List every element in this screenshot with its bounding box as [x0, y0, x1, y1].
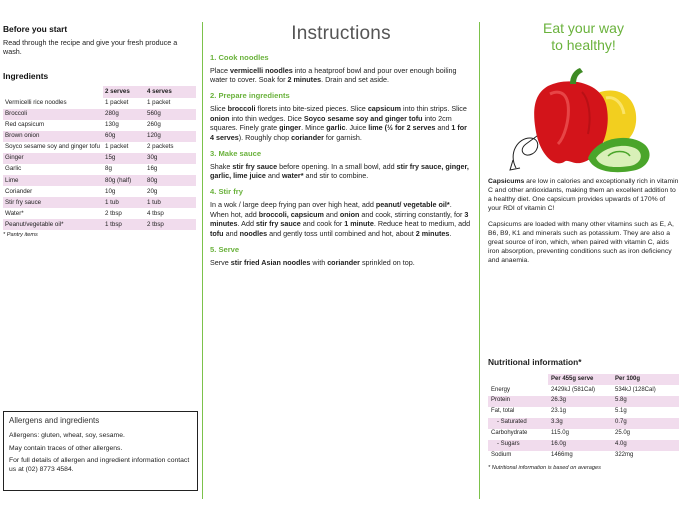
ingredient-name: Brown onion: [3, 131, 103, 142]
step-title: 1. Cook noodles: [210, 52, 269, 62]
table-row: [3, 153, 196, 164]
ingredient-2-serves: 1 tbsp: [103, 219, 145, 230]
nutrient-per100: 5.1g: [615, 408, 627, 415]
nutrient-per100: 322mg: [615, 452, 634, 459]
nutrient-serve: 2429kJ (581Cal): [551, 386, 596, 393]
allergens-contact: For full details of allergen and ingredient information contact us at (02) 8773 4584.: [9, 457, 190, 473]
ingredient-name: Coriander: [5, 187, 33, 195]
capsicum-illustration: [488, 58, 679, 178]
step-make-sauce: [210, 149, 472, 181]
ingredient-name: Water*: [5, 209, 24, 217]
column-divider: [479, 22, 480, 499]
ingredient-2-serves: 2 tbsp: [105, 209, 122, 217]
ingredient-4-serves: 2 packets: [147, 143, 174, 151]
step-text: Slice broccoli florets into bite-sized pieces. Slice capsicum into thin strips. Slice onion into thin wedges. Dice Soyco sesame soy and ginger tofu into 2cm squares. Finely grate ginger. Mince garlic. Juice lime (½ for 2 serves and 1 for 4 serves). Roughly chop coriander for garnish.: [210, 103, 467, 142]
ingredient-name: Vermicelli rice noodles: [5, 99, 67, 107]
ingredient-4-serves: 20g: [147, 187, 158, 195]
pepper-stem-icon: [570, 68, 583, 84]
step-stir-fry: [210, 187, 472, 239]
table-row: [488, 451, 679, 462]
nutrient-label: Fat, total: [491, 408, 515, 415]
table-row: [488, 429, 679, 440]
column-divider: [202, 22, 203, 499]
table-row: [488, 385, 679, 396]
ingredients-header-blank: [3, 86, 103, 98]
ingredient-name: Ginger: [3, 153, 103, 164]
nutrient-label: - Sugars: [488, 440, 548, 451]
ingredient-2-serves: 280g: [103, 109, 145, 120]
table-row: [3, 208, 196, 219]
nutrition-section: [488, 357, 679, 472]
nutrient-serve: 26.3g: [548, 396, 612, 407]
nutrient-serve: 16.0g: [548, 440, 612, 451]
table-row: [3, 197, 196, 208]
ingredient-2-serves: 80g (half): [103, 175, 145, 186]
ingredient-2-serves: 15g: [103, 153, 145, 164]
ingredient-4-serves: 30g: [145, 153, 196, 164]
ingredient-2-serves: 8g: [105, 165, 112, 173]
capsicum-para-1: Capsicums are low in calories and exceptionally rich in vitamin C and other antioxidants, making them an excellent addition to a healthy diet. One capsicum provides upwards of 170% of your RDI of vitamin C!: [488, 177, 679, 212]
nutrient-serve: 1466mg: [551, 452, 573, 459]
step-text: Shake stir fry sauce before opening. In a small bowl, add stir fry sauce, ginger, garlic, lime juice and water* and stir to combine.: [210, 161, 469, 181]
allergens-title: Allergens and ingredients: [9, 416, 100, 425]
allergens-traces: May contain traces of other allergens.: [9, 444, 123, 452]
capsicum-info: [488, 178, 679, 267]
step-title: 4. Stir fry: [210, 187, 243, 197]
table-row: [3, 109, 196, 120]
step-text: Serve stir fried Asian noodles with coriander sprinkled on top.: [210, 257, 415, 267]
ingredient-4-serves: 560g: [145, 109, 196, 120]
step-cook-noodles: [210, 53, 472, 85]
nutrient-per100: 0.7g: [612, 418, 679, 429]
step-title: 5. Serve: [210, 244, 240, 254]
eat-heading-line-2: to healthy!: [551, 36, 616, 53]
eat-heading-line-1: Eat your way: [543, 20, 624, 36]
ingredients-table: [3, 86, 196, 231]
nutrition-table: [488, 374, 679, 462]
ingredient-4-serves: 1 packet: [147, 99, 171, 107]
ingredients-header-2-serves: 2 serves: [103, 86, 145, 98]
ingredient-name: Broccoli: [3, 109, 103, 120]
ingredient-4-serves: 2 tbsp: [145, 219, 196, 230]
nutrient-serve: 3.3g: [548, 418, 612, 429]
capsicum-illustration-svg: [488, 58, 679, 178]
nutrient-serve: 23.1g: [551, 408, 567, 415]
nutrient-label: Carbohydrate: [491, 430, 528, 437]
nutrient-per100: 25.0g: [615, 430, 631, 437]
table-row: [488, 440, 679, 451]
ingredient-4-serves: 80g: [145, 175, 196, 186]
nutrition-header-blank: [488, 374, 548, 385]
step-prepare-ingredients: [210, 91, 472, 143]
table-row: [488, 396, 679, 407]
ingredient-name: Garlic: [5, 165, 22, 173]
ingredient-2-serves: 130g: [105, 121, 119, 129]
step-serve: [210, 245, 472, 268]
allergens-line: Allergens: gluten, wheat, soy, sesame.: [9, 432, 125, 440]
ingredient-4-serves: 260g: [147, 121, 161, 129]
ingredient-name: Stir fry sauce: [3, 197, 103, 208]
table-row: [3, 186, 196, 197]
nutrition-footnote: * Nutritional information is based on averages: [488, 464, 601, 471]
ingredient-2-serves: 60g: [103, 131, 145, 142]
table-row: [3, 164, 196, 175]
eat-healthy-heading: [488, 20, 679, 54]
step-text: Place vermicelli noodles into a heatproof bowl and pour over enough boiling water to cover. Soak for 2 minutes. Drain and set aside.: [210, 65, 457, 85]
ingredient-name: Peanut/vegetable oil*: [3, 219, 103, 230]
step-title: 2. Prepare ingredients: [210, 90, 290, 100]
ingredient-4-serves: 4 tbsp: [147, 209, 164, 217]
nutrient-label: Protein: [488, 396, 548, 407]
nutrient-label: - Saturated: [488, 418, 548, 429]
before-you-start-title: Before you start: [3, 24, 68, 34]
nutrient-per100: 4.0g: [612, 440, 679, 451]
table-row: [3, 120, 196, 131]
ingredient-4-serves: 120g: [145, 131, 196, 142]
ingredients-header-row: [3, 86, 196, 98]
ingredients-header-4-serves: 4 serves: [145, 86, 196, 98]
capsicum-para-2: Capsicums are loaded with many other vitamins such as E, A, B6, B9, K1 and minerals such as potassium. They are also a great source of iron, which, when paired with vitamin C, aids iron absorption, preventing conditions such as iron deficiency and anaemia.: [488, 221, 674, 265]
nutrition-header-row: [488, 374, 679, 385]
nutrition-header-per100: Per 100g: [612, 374, 679, 385]
step-text: In a wok / large deep frying pan over high heat, add peanut/ vegetable oil*. When hot, add broccoli, capsicum and onion and cook, stirring constantly, for 3 minutes. Add stir fry sauce and cook for 1 minute. Reduce heat to medium, add tofu and noodles and gently toss until combined and hot, about 2 minutes.: [210, 199, 471, 239]
nutrient-per100: 534kJ (128Cal): [615, 386, 656, 393]
nutrition-title: Nutritional information*: [488, 357, 582, 367]
ingredients-title: Ingredients: [3, 70, 49, 81]
nutrient-label: Energy: [491, 386, 511, 393]
table-row: [488, 407, 679, 418]
nutrient-per100: 5.8g: [612, 396, 679, 407]
table-row: [488, 418, 679, 429]
nutrient-serve: 115.0g: [551, 430, 569, 437]
before-you-start-text: Read through the recipe and give your fresh produce a wash.: [3, 37, 178, 57]
nutrient-label: Sodium: [491, 452, 512, 459]
ingredient-name: Soyco sesame soy and ginger tofu: [5, 143, 100, 151]
ingredient-4-serves: 16g: [147, 165, 158, 173]
ingredient-name: Red capsicum: [5, 121, 45, 129]
table-row: [3, 142, 196, 153]
ingredient-2-serves: 1 tub: [103, 197, 145, 208]
nutrition-header-serve: Per 455g serve: [548, 374, 612, 385]
table-row: [3, 98, 196, 109]
instructions-title: Instructions: [291, 23, 391, 44]
table-row: [3, 175, 196, 186]
instructions-column: [210, 0, 472, 509]
table-row: [3, 219, 196, 230]
ingredient-2-serves: 1 packet: [105, 143, 129, 151]
table-row: [3, 131, 196, 142]
ingredient-2-serves: 1 packet: [105, 99, 129, 107]
ingredient-2-serves: 10g: [105, 187, 116, 195]
step-title: 3. Make sauce: [210, 148, 262, 158]
pantry-note: * Pantry items: [3, 232, 38, 239]
ingredient-name: Lime: [3, 175, 103, 186]
ingredient-4-serves: 1 tub: [145, 197, 196, 208]
allergens-box: [3, 411, 198, 491]
